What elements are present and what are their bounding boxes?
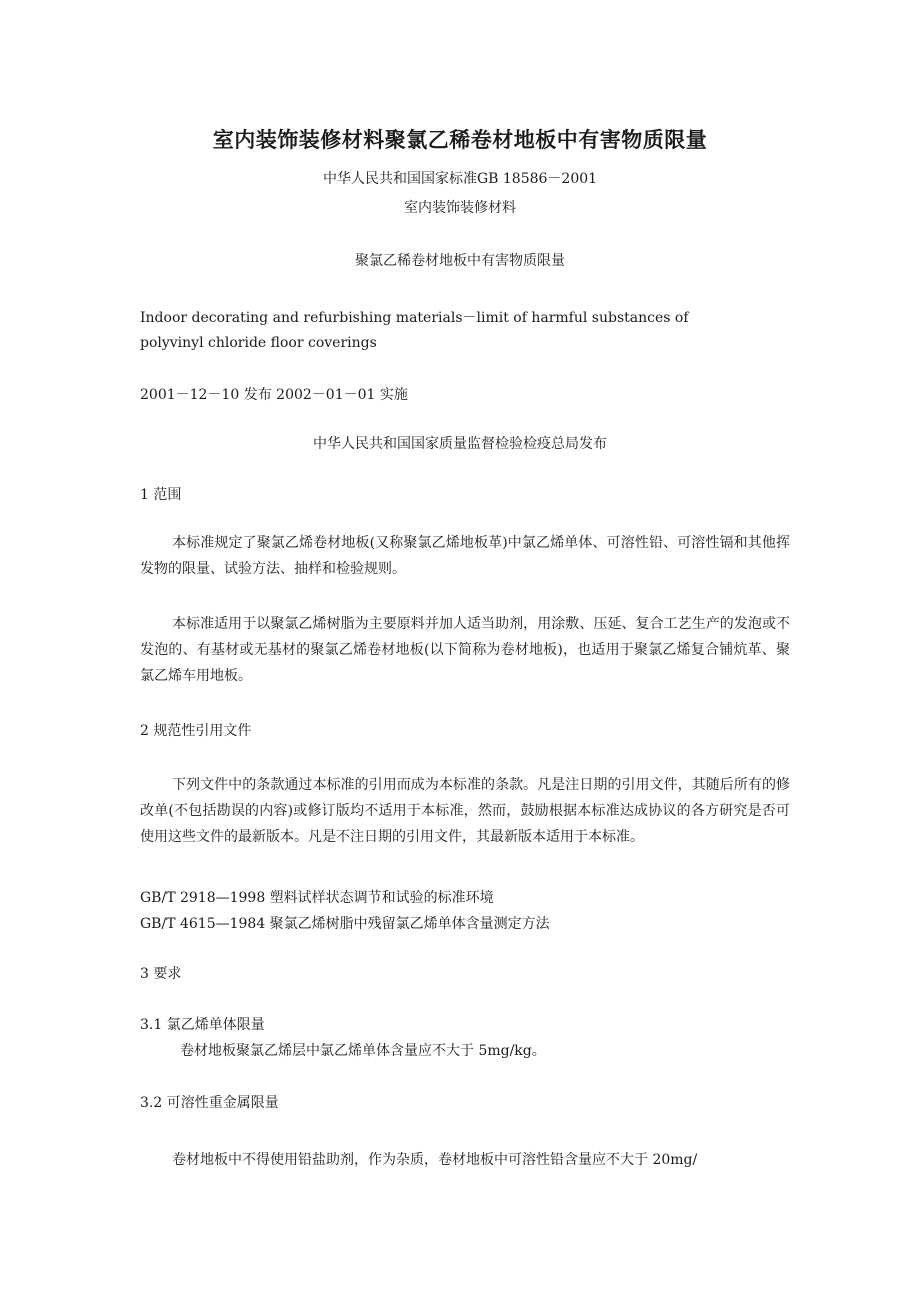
section-2-heading: 2 规范性引用文件: [140, 723, 252, 739]
section-2-paragraph: 下列文件中的条款通过本标准的引用而成为本标准的条款。凡是注日期的引用文件，其随后所有的修改单(不包括勘误的内容)或修订版均不适用于本标准，然而，鼓励根据本标准达成协议的各方研究是否可使用这些文件的最新版本。凡是不注日期的引用文件，其最新版本适用于本标准。: [140, 777, 790, 845]
section-1-paragraph-1: 本标准规定了聚氯乙烯卷材地板(又称聚氯乙烯地板革)中氯乙烯单体、可溶性铅、可溶性镉和其他挥发物的限量、试验方法、抽样和检验规则。: [140, 535, 790, 577]
section-3-2-text: 卷材地板中不得使用铅盐助剂，作为杂质，卷材地板中可溶性铅含量应不大于 20mg/: [172, 1152, 698, 1168]
category-line: 室内装饰装修材料: [404, 200, 516, 216]
reference-1: GB/T 2918—1998 塑料试样状态调节和试验的标准环境: [140, 890, 494, 906]
section-3-2-heading: 3.2 可溶性重金属限量: [140, 1095, 279, 1111]
standard-number: 中华人民共和国国家标准GB 18586－2001: [322, 171, 598, 187]
section-3-1-text: 卷材地板聚氯乙烯层中氯乙烯单体含量应不大于 5mg/kg。: [180, 1043, 546, 1059]
issue-dates: 2001－12－10 发布 2002－01－01 实施: [140, 387, 408, 403]
publisher: 中华人民共和国国家质量监督检验检疫总局发布: [313, 436, 607, 452]
section-1-heading: 1 范围: [140, 487, 182, 503]
section-3-1-heading: 3.1 氯乙烯单体限量: [140, 1017, 265, 1033]
section-3-heading: 3 要求: [140, 966, 182, 982]
section-1-paragraph-2: 本标准适用于以聚氯乙烯树脂为主要原料并加人适当助剂，用涂敷、压延、复合工艺生产的发泡或不发泡的、有基材或无基材的聚氯乙烯卷材地板(以下简称为卷材地板)，也适用于聚氯乙烯复合铺炕革、聚氯乙烯车用地板。: [140, 616, 790, 684]
english-title-line-1: Indoor decorating and refurbishing materials－limit of harmful substances of: [140, 310, 689, 326]
document-title: 室内装饰装修材料聚氯乙稀卷材地板中有害物质限量: [212, 128, 708, 152]
english-title-line-2: polyvinyl chloride floor coverings: [140, 335, 377, 351]
reference-2: GB/T 4615—1984 聚氯乙烯树脂中残留氯乙烯单体含量测定方法: [140, 916, 550, 932]
subtitle: 聚氯乙稀卷材地板中有害物质限量: [355, 253, 565, 269]
